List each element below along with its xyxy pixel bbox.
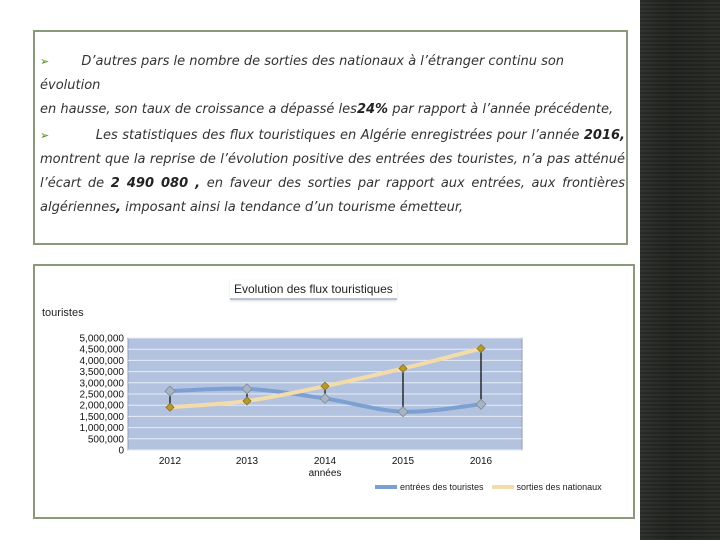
y-tick-label: 1,000,000 [79,423,124,435]
y-tick-label: 4,000,000 [79,355,124,367]
x-tick-label: 2016 [469,456,493,467]
p1-highlight: 24% [356,102,389,117]
legend-item-entrees [375,482,484,492]
y-axis-label: touristes [42,307,84,319]
bullet-arrow-icon: ➢ [40,55,50,68]
bullet-arrow-icon: ➢ [40,129,50,142]
x-tick-label: 2014 [313,456,337,467]
p2-c: en faveur des sorties par rapport aux entrées, aux frontières algériennes [40,176,626,215]
y-tick-label: 3,000,000 [79,378,124,390]
y-tick-label: 2,000,000 [79,400,124,412]
x-tick-label: 2015 [391,456,415,467]
y-tick-label: 4,500,000 [79,344,124,356]
p2-a: Les statistiques des flux touristiques en Algérie enregistrées pour l’année [95,128,584,143]
p1-line2-b: par rapport à l’année précédente, [388,102,614,117]
decorative-sidebar [640,0,720,540]
legend-swatch-entrees [375,485,397,489]
y-tick-label: 0 [118,445,124,457]
legend-label-entrees: entrées des touristes [400,482,484,492]
x-tick-label: 2012 [158,456,182,467]
legend-item-sorties [492,482,602,492]
y-tick-label: 1,500,000 [79,411,124,423]
legend-label-sorties: sorties des nationaux [516,482,602,492]
y-tick-label: 2,500,000 [79,389,124,401]
y-tick-label: 5,000,000 [79,333,124,345]
legend-swatch-sorties [492,485,514,489]
chart-title: Evolution des flux touristiques [230,280,397,300]
p2-year: 2016, [583,128,625,143]
p1-line1: D’autres pars le nombre de sorties des nationaux à l’étranger continu son évolution [40,54,565,93]
y-tick-label: 3,500,000 [79,367,124,379]
p1-line2-a: en hausse, son taux de croissance a dépassé les [40,102,357,117]
p2-d: imposant ainsi la tendance d’un tourisme émetteur, [121,200,464,215]
chart-legend [375,482,610,492]
p2-gap: 2 490 080 , [110,176,201,191]
x-axis-label: années [308,468,342,479]
y-tick-label: 500,000 [87,434,124,446]
p2-b: montrent que la reprise de l’évolution positive des entrées des touristes, n’a pas atténué l’écart de [40,152,625,191]
p2-comma: , [116,200,121,215]
x-tick-label: 2013 [235,456,259,467]
